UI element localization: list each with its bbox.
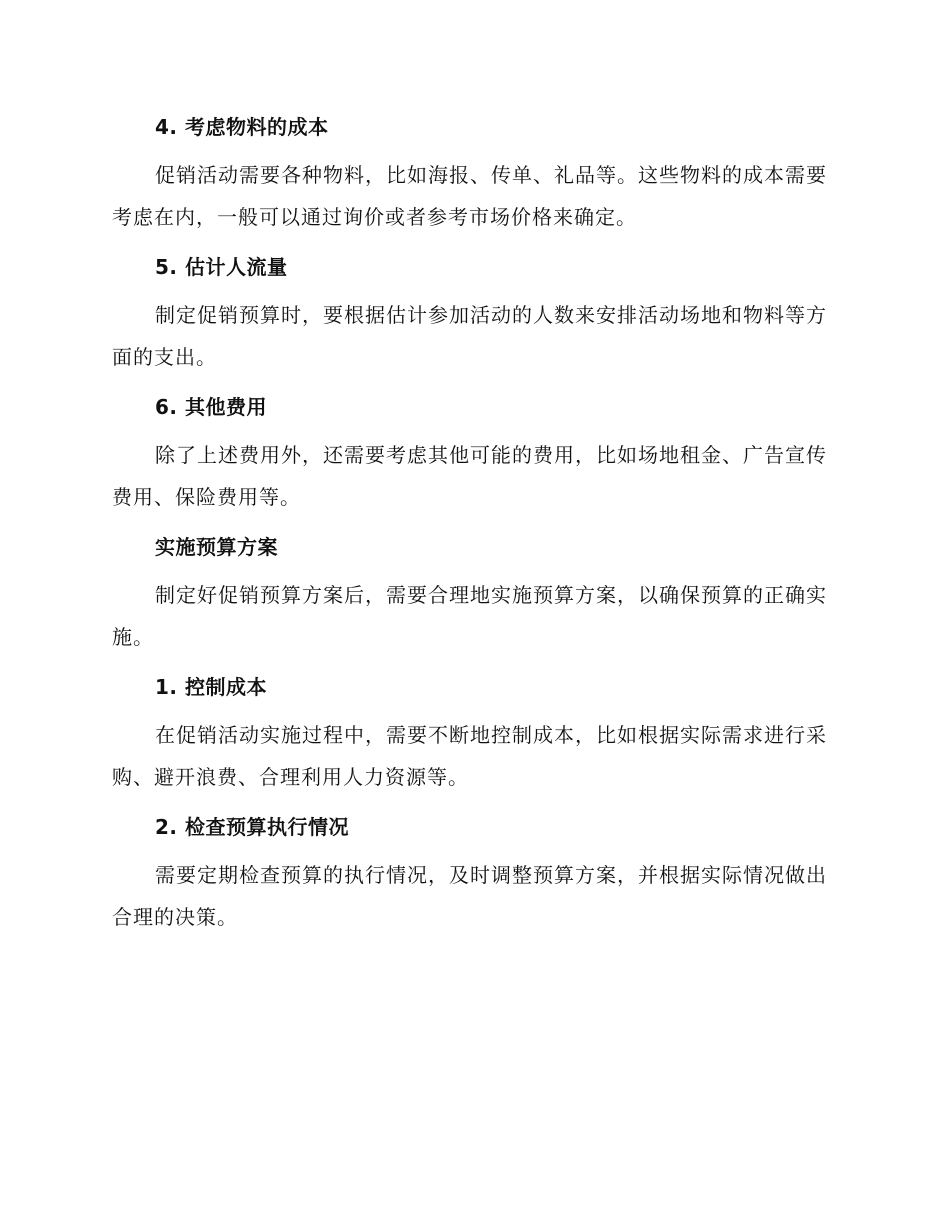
section-paragraph-check-execution: 需要定期检查预算的执行情况，及时调整预算方案，并根据实际情况做出合理的决策。 xyxy=(112,863,827,929)
document-body xyxy=(112,108,832,948)
section-heading-material-cost: 4. 考虑物料的成本 xyxy=(155,115,329,139)
section-paragraph-traffic-estimate: 制定促销预算时，要根据估计参加活动的人数来安排活动场地和物料等方面的支出。 xyxy=(112,303,827,369)
section-paragraph-implement-budget: 制定好促销预算方案后，需要合理地实施预算方案，以确保预算的正确实施。 xyxy=(112,583,827,649)
section-heading-control-cost: 1. 控制成本 xyxy=(155,675,267,699)
section-heading-traffic-estimate: 5. 估计人流量 xyxy=(155,255,288,279)
section-heading-check-execution: 2. 检查预算执行情况 xyxy=(155,815,349,839)
section-heading-implement-budget: 实施预算方案 xyxy=(155,535,278,559)
section-paragraph-control-cost: 在促销活动实施过程中，需要不断地控制成本，比如根据实际需求进行采购、避开浪费、合理利用人力资源等。 xyxy=(112,723,827,789)
section-paragraph-other-expenses: 除了上述费用外，还需要考虑其他可能的费用，比如场地租金、广告宣传费用、保险费用等。 xyxy=(112,443,827,509)
section-heading-other-expenses: 6. 其他费用 xyxy=(155,395,267,419)
section-paragraph-material-cost: 促销活动需要各种物料，比如海报、传单、礼品等。这些物料的成本需要考虑在内，一般可以通过询价或者参考市场价格来确定。 xyxy=(112,163,827,229)
